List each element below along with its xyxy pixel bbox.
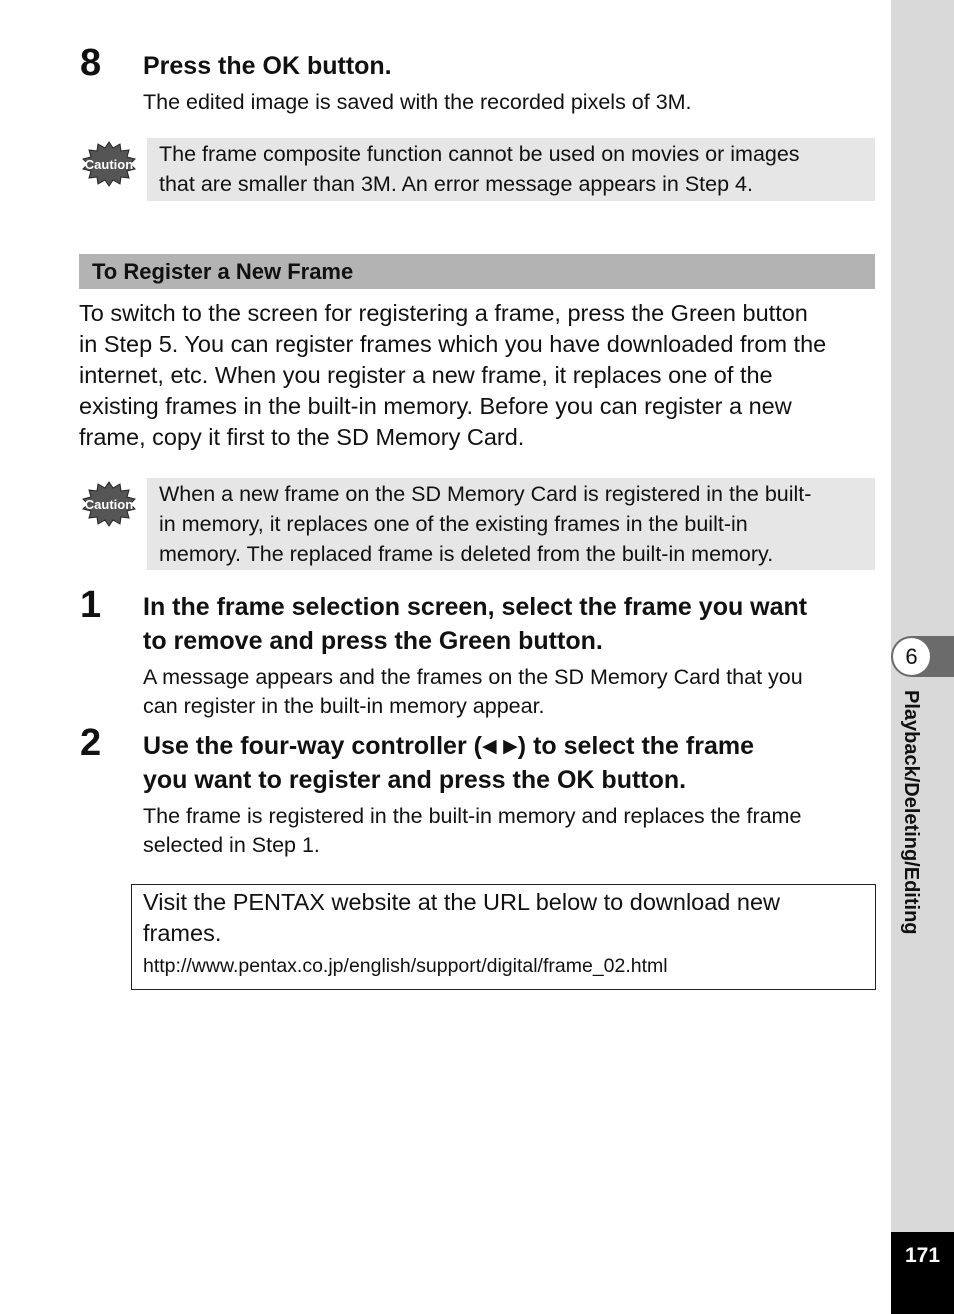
paragraph-line: frame, copy it first to the SD Memory Card. — [79, 424, 525, 450]
step-2-title-prefix: Use the four-way controller ( — [143, 732, 482, 760]
step-2-title-suffix: ) to select the frame — [517, 732, 754, 760]
caution-text-line: that are smaller than 3M. An error message appears in Step 4. — [159, 172, 753, 196]
caution-icon — [80, 480, 138, 528]
caution-icon — [80, 140, 138, 188]
paragraph-line: To switch to the screen for registering a frame, press the Green button — [79, 300, 808, 326]
step-1-number: 1 — [80, 584, 102, 626]
page-number: 171 — [891, 1232, 954, 1314]
chapter-title: Playback/Deleting/Editing — [900, 690, 922, 935]
arrow-left-right-icon: ◀ ▶ — [481, 735, 518, 757]
caution-box — [147, 478, 875, 570]
step-1-body-line: can register in the built-in memory appear. — [143, 694, 545, 718]
caution-text-line: in memory, it replaces one of the existing frames in the built-in — [159, 512, 748, 536]
intro-paragraph — [79, 298, 879, 453]
step-2-title-line — [143, 729, 878, 763]
caution-box — [147, 138, 875, 201]
memo-box — [131, 884, 876, 990]
step-1-title-line: In the frame selection screen, select the frame you want — [143, 593, 808, 621]
step-2-body-line: selected in Step 1. — [143, 833, 320, 857]
caution-text-line: When a new frame on the SD Memory Card is registered in the built- — [159, 482, 812, 506]
step-8-number: 8 — [80, 42, 102, 84]
step-2-number: 2 — [80, 722, 102, 764]
caution-text-line: memory. The replaced frame is deleted from the built-in memory. — [159, 542, 774, 566]
memo-text-line: Visit the PENTAX website at the URL below to download new — [143, 889, 781, 915]
step-1-title — [143, 590, 878, 658]
paragraph-line: in Step 5. You can register frames which you have downloaded from the — [79, 331, 827, 357]
caution-icon-label: Caution — [84, 157, 134, 172]
section-header: To Register a New Frame — [79, 254, 875, 289]
step-2-title-line: you want to register and press the OK button. — [143, 766, 687, 794]
caution-icon-label: Caution — [84, 497, 134, 512]
step-1-body-line: A message appears and the frames on the SD Memory Card that you — [143, 665, 803, 689]
step-2-body-line: The frame is registered in the built-in memory and replaces the frame — [143, 804, 802, 828]
chapter-number: 6 — [893, 638, 930, 675]
step-1-body — [143, 663, 878, 721]
caution-text-line: The frame composite function cannot be used on movies or images — [159, 142, 800, 166]
memo-text-line: frames. — [143, 920, 222, 946]
chapter-title-vertical — [896, 690, 926, 1010]
step-1-title-line: to remove and press the Green button. — [143, 627, 603, 655]
memo-url[interactable]: http://www.pentax.co.jp/english/support/digital/frame_02.html — [143, 955, 668, 977]
paragraph-line: existing frames in the built-in memory. Before you can register a new — [79, 393, 792, 419]
paragraph-line: internet, etc. When you register a new frame, it replaces one of the — [79, 362, 773, 388]
step-2-title — [143, 729, 878, 797]
step-2-body — [143, 802, 878, 860]
step-8-title: Press the OK button. — [143, 52, 392, 80]
step-8-body: The edited image is saved with the recorded pixels of 3M. — [143, 90, 692, 114]
